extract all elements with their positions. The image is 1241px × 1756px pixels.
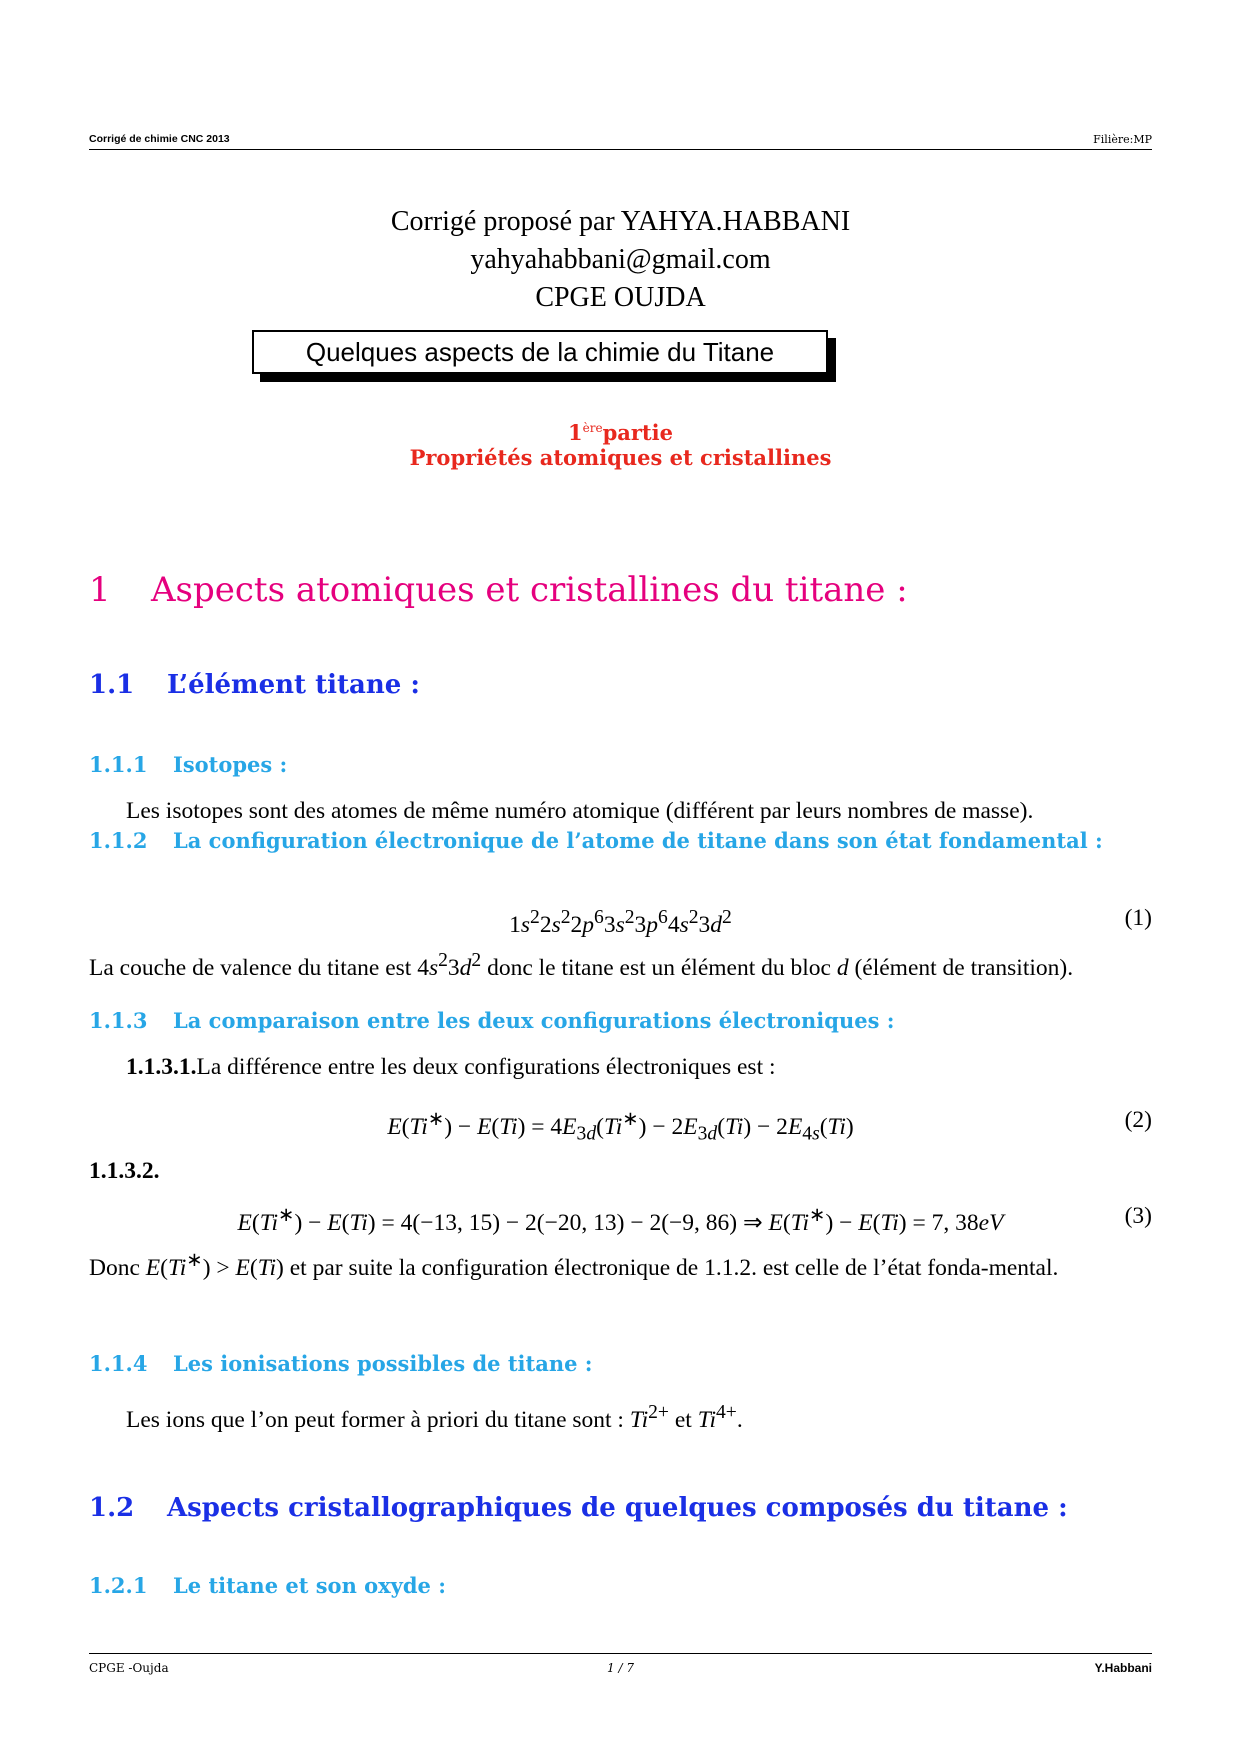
equation-3-body: E(Ti∗) − E(Ti) = 4(−13, 15) − 2(−20, 13) − 2(−9, 86) ⇒ E(Ti∗) − E(Ti) = 7, 38eV	[237, 1205, 1004, 1236]
equation-1-tag: (1)	[1124, 905, 1152, 931]
section-1-1-4-heading: 1.1.4 Les ionisations possibles de titane :	[89, 1351, 593, 1376]
conclusion-text: Donc E(Ti∗) > E(Ti) et par suite la configuration électronique de 1.1.2. est celle de l’état fonda-mental.	[89, 1250, 1059, 1281]
section-1-heading: 1 Aspects atomiques et cristallines du titane :	[89, 570, 908, 610]
author-line: Corrigé proposé par YAHYA.HABBANI	[390, 206, 851, 237]
header-left: Corrigé de chimie CNC 2013	[89, 133, 230, 145]
equation-3	[89, 1201, 1152, 1236]
author-email: yahyahabbani@gmail.com	[470, 244, 771, 275]
ions-text: Les ions que l’on peut former à priori du titane sont : $Ti^{2+}$ et $Ti^{4+}$.	[126, 1402, 743, 1433]
equation-1	[89, 903, 1152, 938]
equation-2	[89, 1105, 1152, 1145]
header-rule	[89, 149, 1152, 150]
valence-text: La couche de valence du titane est $4s^23d^2$ donc le titane est un élément du bloc d (élément de transition).	[89, 950, 1074, 981]
section-1-1-3-heading: 1.1.3 La comparaison entre les deux configurations électroniques :	[89, 1008, 895, 1033]
page-number: 1 / 7	[607, 1661, 634, 1675]
question-1-1-3-1: 1.1.3.1.La différence entre les deux configurations électroniques est :	[126, 1054, 776, 1080]
part-label: 1èrepartie	[568, 420, 673, 445]
equation-2-body: $E(Ti^∗) - E(Ti) = 4E_{3d}(Ti^∗) - 2E_{3d}(Ti) - 2E_{4s}(Ti)$	[387, 1109, 854, 1145]
section-1-2-1-heading: 1.2.1 Le titane et son oxyde :	[89, 1573, 446, 1598]
question-1-1-3-2: 1.1.3.2.	[89, 1158, 160, 1184]
section-1-2-heading: 1.2 Aspects cristallographiques de quelques composés du titane :	[89, 1493, 1068, 1523]
part-subtitle: Propriétés atomiques et cristallines	[409, 445, 832, 470]
section-1-1-1-heading: 1.1.1 Isotopes :	[89, 752, 288, 777]
equation-3-tag: (3)	[1124, 1203, 1152, 1229]
footer-right: Y.Habbani	[1094, 1661, 1152, 1675]
section-1-1-2-heading: 1.1.2 La configuration électronique de l’atome de titane dans son état fondamental :	[89, 828, 1103, 853]
header-right: Filière:MP	[1093, 133, 1152, 146]
footer-left: CPGE -Oujda	[89, 1661, 169, 1675]
author-school: CPGE OUJDA	[535, 282, 706, 313]
isotopes-text: Les isotopes sont des atomes de même numéro atomique (différent par leurs nombres de masse).	[126, 798, 1034, 824]
footer-rule	[89, 1653, 1152, 1654]
document-title: Quelques aspects de la chimie du Titane	[252, 330, 828, 374]
section-1-1-heading: 1.1 L’élément titane :	[89, 670, 420, 700]
equation-2-tag: (2)	[1124, 1107, 1152, 1133]
equation-1-body: $1s^22s^22p^63s^23p^64s^23d^2$	[509, 907, 732, 938]
